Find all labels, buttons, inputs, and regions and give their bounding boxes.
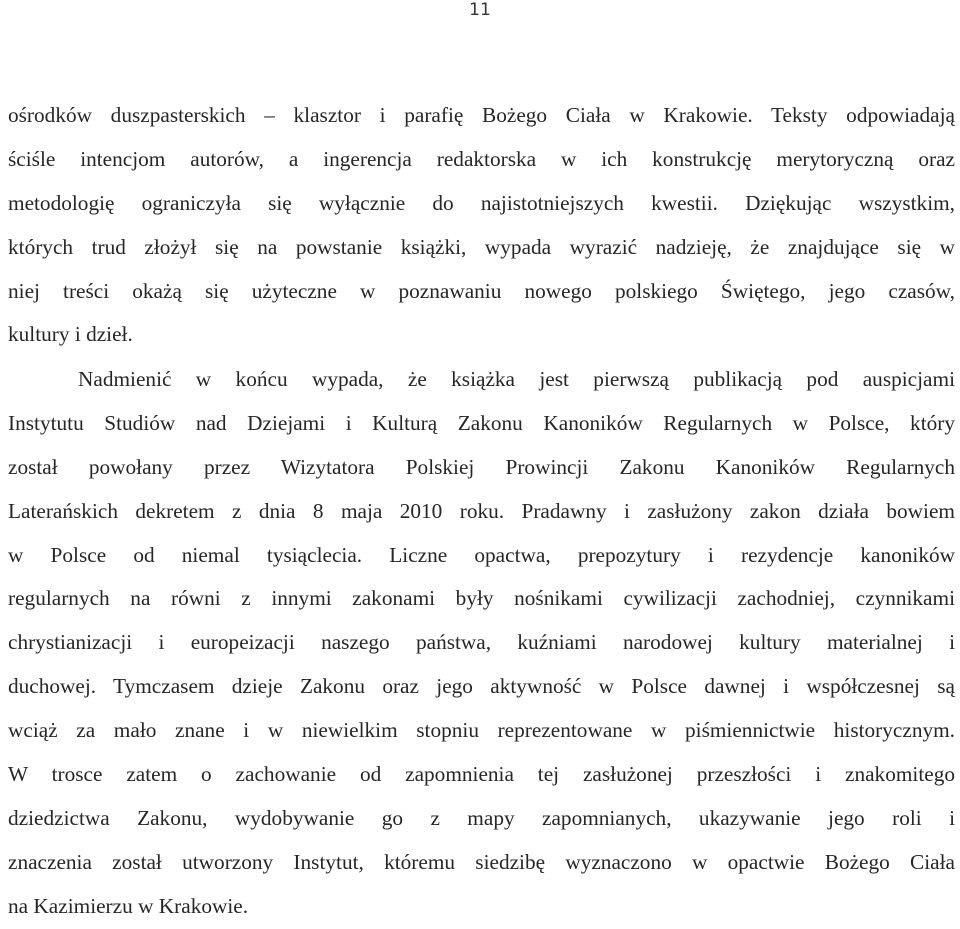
text-line: niej treści okażą się użyteczne w poznawaniu nowego polskiego Świętego, jego czasów, — [8, 278, 955, 303]
text-line: Laterańskich dekretem z dnia 8 maja 2010 roku. Pradawny i zasłużony zakon działa bowiem — [8, 498, 955, 523]
page-number: 11 — [469, 0, 491, 20]
text-line: znaczenia został utworzony Instytut, któremu siedzibę wyznaczono w opactwie Bożego Ciała — [8, 849, 955, 874]
text-line: dziedzictwa Zakonu, wydobywanie go z mapy zapomnianych, ukazywanie jego roli i — [8, 805, 955, 830]
text-line: regularnych na równi z innymi zakonami były nośnikami cywilizacji zachodniej, czynnikami — [8, 586, 955, 611]
text-line: w Polsce od niemal tysiąclecia. Liczne opactwa, prepozytury i rezydencje kanoników — [8, 542, 955, 567]
text-line: W trosce zatem o zachowanie od zapomnienia tej zasłużonej przeszłości i znakomitego — [8, 762, 955, 787]
text-line: wciąż za mało znane i w niewielkim stopniu reprezentowane w piśmiennictwie historycznym. — [8, 718, 955, 743]
text-line: Nadmienić w końcu wypada, że książka jest pierwszą publikacją pod auspicjami — [78, 367, 955, 391]
paragraph-2 — [8, 358, 955, 929]
text-line: kultury i dzieł. — [8, 322, 133, 347]
text-line: został powołany przez Wizytatora Polskiej Prowincji Zakonu Kanoników Regularnych — [8, 454, 955, 479]
text-line: Instytutu Studiów nad Dziejami i Kulturą Zakonu Kanoników Regularnych w Polsce, który — [8, 410, 955, 435]
text-line: na Kazimierzu w Krakowie. — [8, 893, 249, 918]
text-line: których trud złożył się na powstanie książki, wypada wyrazić nadzieję, że znajdujące się w — [8, 234, 955, 259]
text-line: metodologię ograniczyła się wyłącznie do najistotniejszych kwestii. Dziękując wszystkim, — [8, 190, 955, 215]
text-line: duchowej. Tymczasem dzieje Zakonu oraz jego aktywność w Polsce dawnej i współczesnej są — [8, 674, 955, 699]
text-line: ściśle intencjom autorów, a ingerencja redaktorska w ich konstrukcję merytoryczną oraz — [8, 146, 955, 171]
text-line: chrystianizacji i europeizacji naszego państwa, kuźniami narodowej kultury materialnej i — [8, 630, 955, 655]
paragraph-1 — [8, 94, 955, 357]
text-line: ośrodków duszpasterskich – klasztor i parafię Bożego Ciała w Krakowie. Teksty odpowiadają — [8, 103, 955, 127]
